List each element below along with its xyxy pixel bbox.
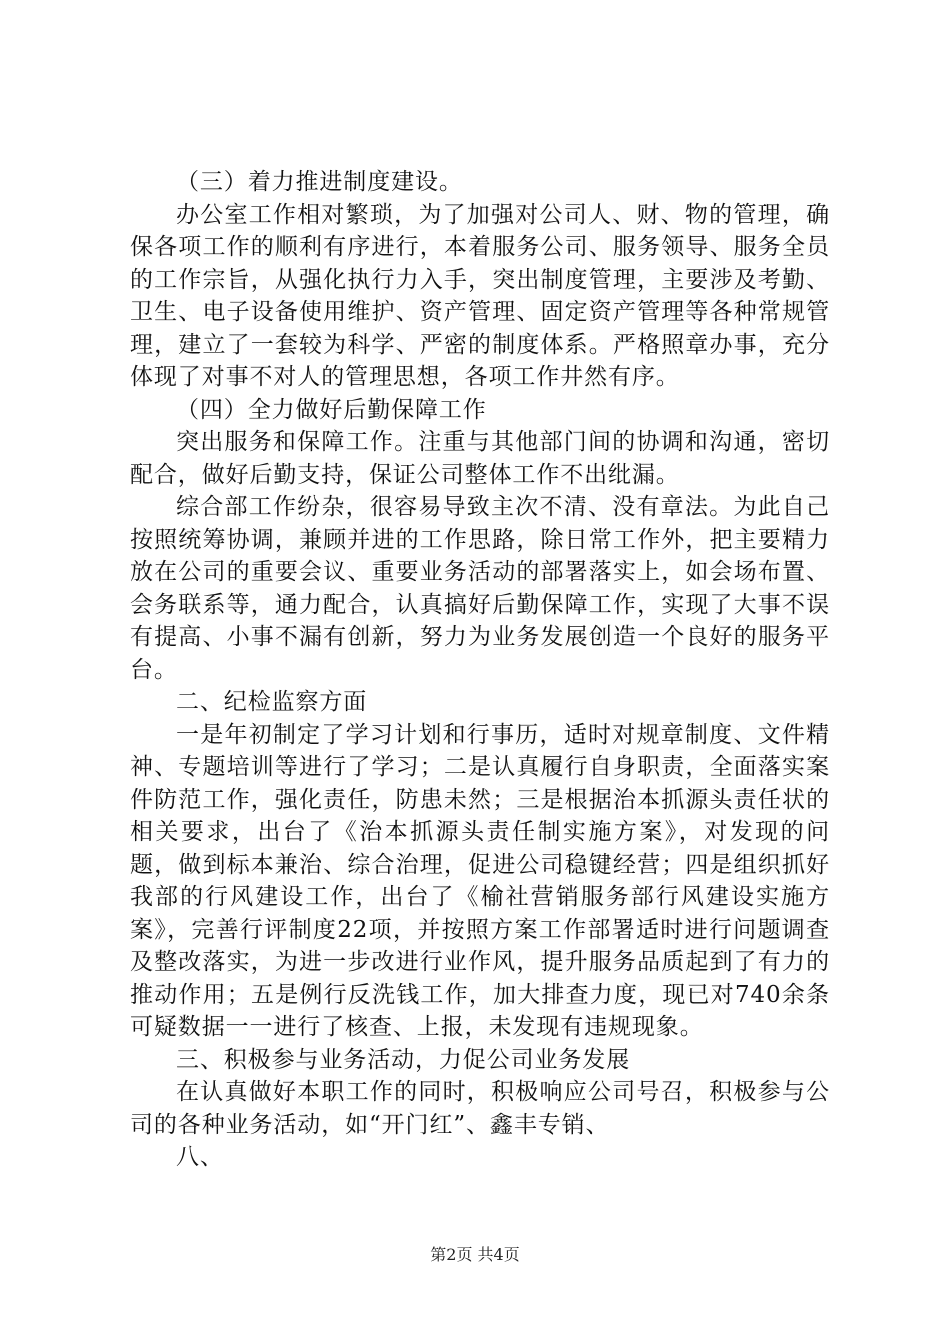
- document-body: [130, 166, 830, 1174]
- paragraph: 在认真做好本职工作的同时，积极响应公司号召，积极参与公司的各种业务活动，如“开门红”、鑫丰专销、: [130, 1079, 830, 1138]
- page-footer: 第2页 共4页: [430, 1245, 520, 1264]
- paragraph: 综合部工作纷杂，很容易导致主次不清、没有章法。为此自己按照统筹协调，兼顾并进的工作思路，除日常工作外，把主要精力放在公司的重要会议、重要业务活动的部署落实上，如会场布置、会务联系等，通力配合，认真搞好后勤保障工作，实现了大事不误有提高、小事不漏有创新，努力为业务发展创造一个良好的服务平台。: [130, 494, 830, 683]
- paragraph: 办公室工作相对繁琐，为了加强对公司人、财、物的管理，确保各项工作的顺利有序进行，本着服务公司、服务领导、服务全员的工作宗旨，从强化执行力入手，突出制度管理，主要涉及考勤、卫生、电子设备使用维护、资产管理、固定资产管理等各种常规管理，建立了一套较为科学、严密的制度体系。严格照章办事，充分体现了对事不对人的管理思想，各项工作井然有序。: [130, 201, 830, 390]
- section-heading-discipline: 二、纪检监察方面: [176, 689, 368, 715]
- paragraph: 八、: [176, 1144, 224, 1170]
- paragraph: 突出服务和保障工作。注重与其他部门间的协调和沟通，密切配合，做好后勤支持，保证公司整体工作不出纰漏。: [130, 429, 830, 488]
- section-heading-business: 三、积极参与业务活动，力促公司业务发展: [176, 1046, 631, 1073]
- section-heading-4: （四）全力做好后勤保障工作: [176, 396, 487, 423]
- section-heading-3: （三）着力推进制度建设。: [176, 169, 463, 195]
- paragraph: 一是年初制定了学习计划和行事历，适时对规章制度、文件精神、专题培训等进行了学习；二是认真履行自身职责，全面落实案件防范工作，强化责任，防患未然；三是根据治本抓源头责任状的相关要求，出台了《治本抓源头责任制实施方案》，对发现的问题，做到标本兼治、综合治理，促进公司稳键经营；四是组织抓好我部的行风建设工作，出台了《榆社营销服务部行风建设实施方案》，完善行评制度22项，并按照方案工作部署适时进行问题调查及整改落实，为进一步改进行业作风，提升服务品质起到了有力的推动作用；五是例行反洗钱工作，加大排查力度，现已对740余条可疑数据一一进行了核查、上报，未发现有违规现象。: [130, 721, 830, 1040]
